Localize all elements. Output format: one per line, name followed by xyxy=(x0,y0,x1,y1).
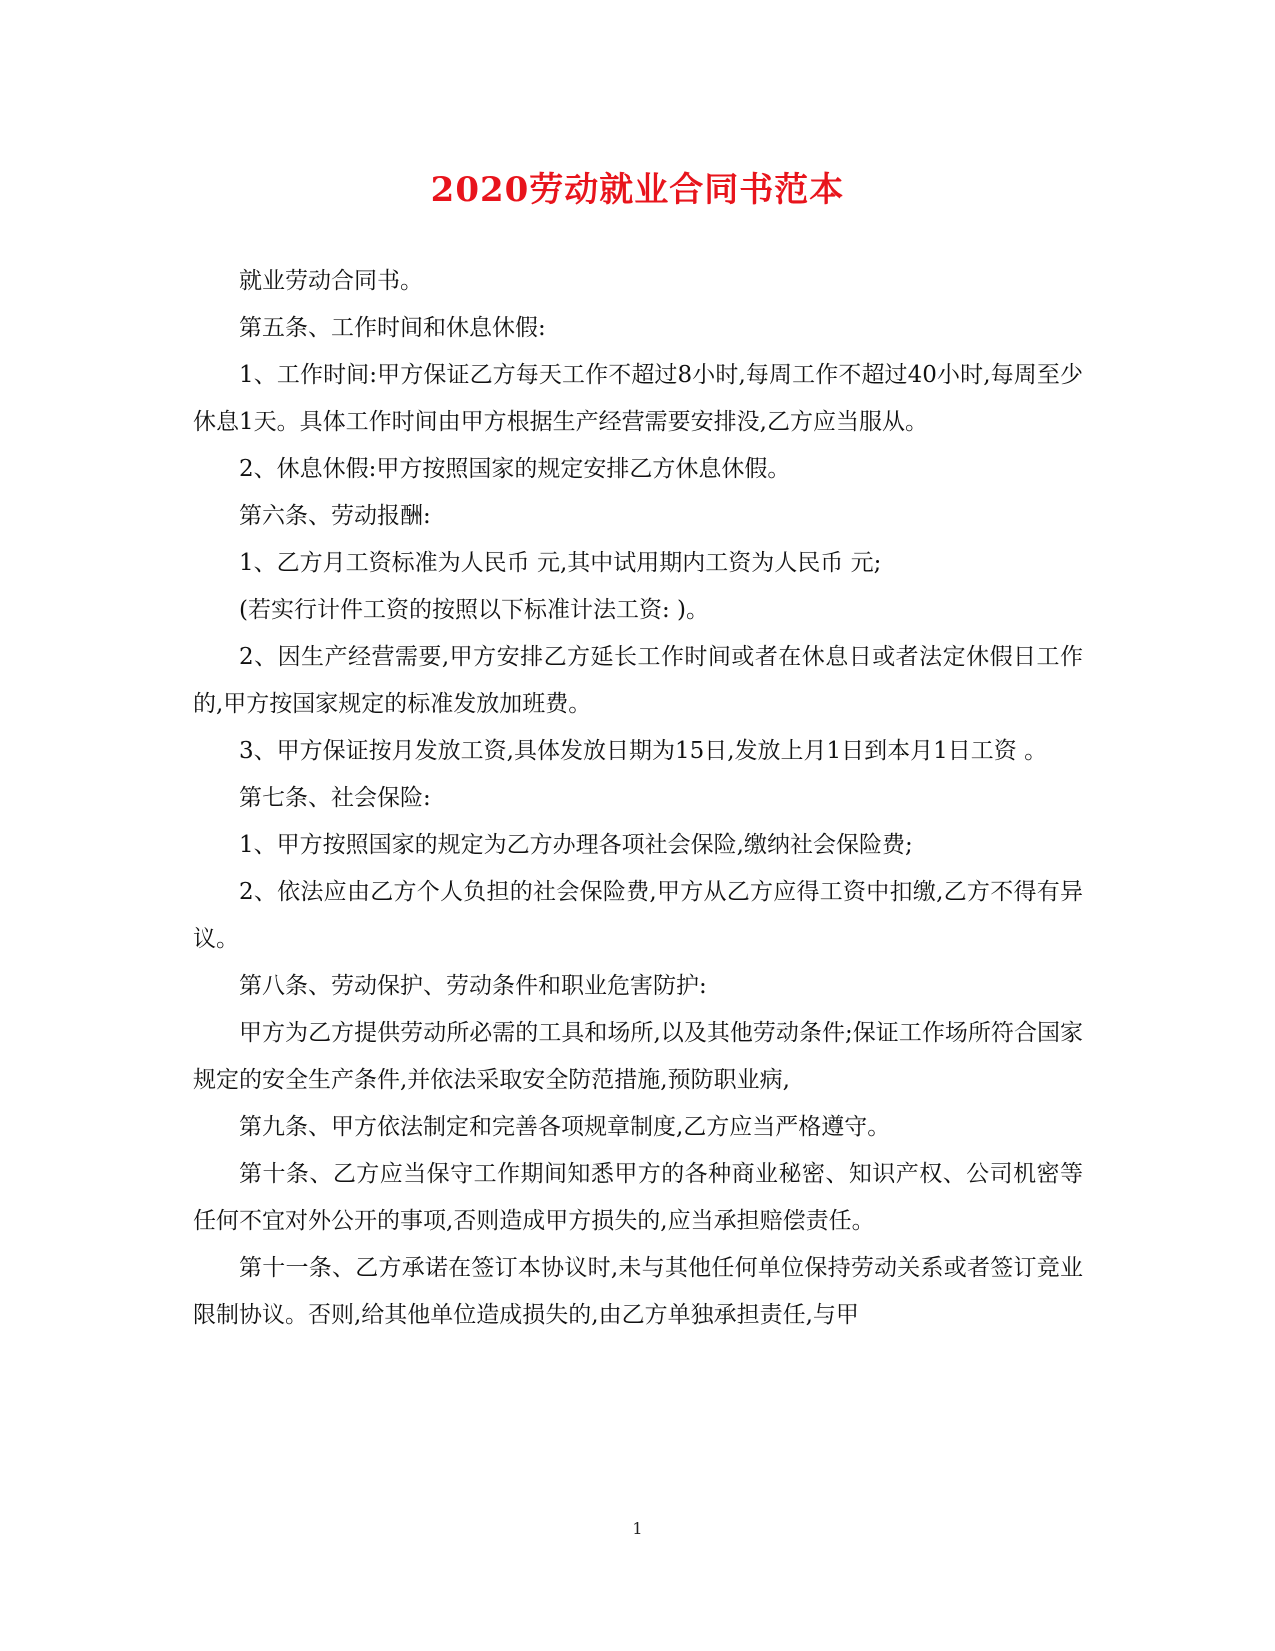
document-title: 2020劳动就业合同书范本 xyxy=(430,170,845,210)
article-heading: 第六条、劳动报酬: xyxy=(239,503,431,529)
article-heading: 第八条、劳动保护、劳动条件和职业危害防护: xyxy=(239,973,707,999)
paragraph: 就业劳动合同书。 xyxy=(239,268,423,294)
paragraph: 1、工作时间:甲方保证乙方每天工作不超过8小时,每周工作不超过40小时,每周至少休息1天。具体工作时间由甲方根据生产经营需要安排没,乙方应当服从。 xyxy=(193,362,1083,435)
paragraph: 第十条、乙方应当保守工作期间知悉甲方的各种商业秘密、知识产权、公司机密等任何不宜对外公开的事项,否则造成甲方损失的,应当承担赔偿责任。 xyxy=(193,1161,1083,1234)
paragraph: 1、乙方月工资标准为人民币 元,其中试用期内工资为人民币 元; xyxy=(239,550,882,576)
article-heading: 第七条、社会保险: xyxy=(239,785,431,811)
paragraph: 第九条、甲方依法制定和完善各项规章制度,乙方应当严格遵守。 xyxy=(239,1114,891,1140)
paragraph: 第十一条、乙方承诺在签订本协议时,未与其他任何单位保持劳动关系或者签订竞业限制协议。否则,给其他单位造成损失的,由乙方单独承担责任,与甲 xyxy=(193,1255,1083,1328)
article-heading: 第五条、工作时间和休息休假: xyxy=(239,315,546,341)
page-number: 1 xyxy=(632,1519,643,1538)
document-body xyxy=(193,258,1083,1339)
paragraph: 2、休息休假:甲方按照国家的规定安排乙方休息休假。 xyxy=(239,456,791,482)
paragraph: 3、甲方保证按月发放工资,具体发放日期为15日,发放上月1日到本月1日工资 。 xyxy=(239,738,1048,764)
paragraph: 2、因生产经营需要,甲方安排乙方延长工作时间或者在休息日或者法定休假日工作的,甲方按国家规定的标准发放加班费。 xyxy=(193,644,1083,717)
paragraph: (若实行计件工资的按照以下标准计法工资: )。 xyxy=(239,597,710,623)
paragraph: 2、依法应由乙方个人负担的社会保险费,甲方从乙方应得工资中扣缴,乙方不得有异议。 xyxy=(193,879,1083,952)
paragraph: 甲方为乙方提供劳动所必需的工具和场所,以及其他劳动条件;保证工作场所符合国家规定的安全生产条件,并依法采取安全防范措施,预防职业病, xyxy=(193,1020,1083,1093)
paragraph: 1、甲方按照国家的规定为乙方办理各项社会保险,缴纳社会保险费; xyxy=(239,832,913,858)
